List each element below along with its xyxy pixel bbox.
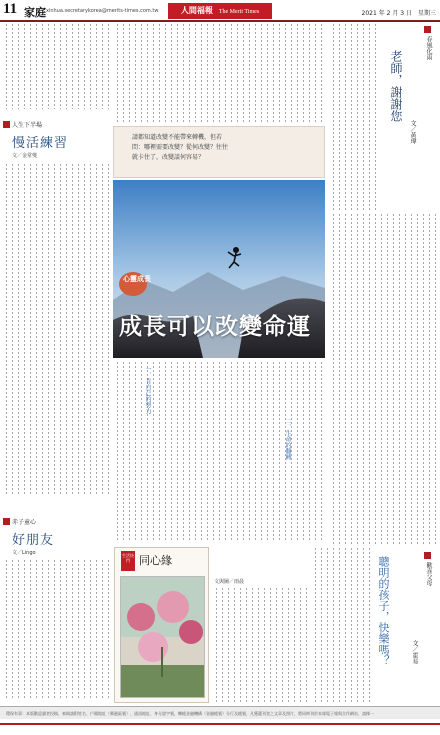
feature-subhead-1: 一、肯自己的努力 bbox=[144, 366, 151, 414]
feature-hero-image bbox=[113, 180, 325, 358]
photo-feature-author: 文與圖／雨晨 bbox=[214, 579, 245, 585]
page-number: 11 bbox=[3, 1, 18, 17]
section-label-teacher: 春風化雨 bbox=[425, 36, 432, 60]
page-header bbox=[0, 0, 440, 22]
smart-kid-text-a bbox=[312, 548, 372, 704]
quote-line-1: 請都知道改變不能帶來轉機，但若 bbox=[132, 134, 223, 141]
section-label-parents: 歡喜父母 bbox=[425, 562, 432, 586]
slow-living-body bbox=[3, 164, 111, 494]
article-title-good-friend: 好朋友 bbox=[12, 533, 55, 548]
section-title: 家庭 bbox=[24, 6, 46, 19]
masthead-name-en: The Merit Times bbox=[218, 9, 260, 15]
feature-subhead-2: 二、生命的翻轉 bbox=[284, 418, 291, 460]
article-author-slow-living: 文／金常燮 bbox=[12, 153, 38, 159]
center-top-text bbox=[113, 24, 325, 122]
teacher-article-author: 文／黃瑋 bbox=[409, 120, 416, 144]
section-square-icon bbox=[424, 26, 431, 33]
quote-line-3: 就卡住了，改變談何容易？ bbox=[132, 154, 205, 161]
section-square-icon bbox=[424, 552, 431, 559]
smart-kid-title: 聰明的孩子，快樂嗎？ bbox=[377, 556, 390, 666]
smart-kid-author: 文／霍易 bbox=[411, 640, 418, 664]
left-top-text bbox=[3, 24, 111, 109]
teacher-article-text-a bbox=[330, 24, 382, 212]
section-square-icon bbox=[3, 518, 10, 525]
photo-feature-title: 同心緣 bbox=[139, 554, 172, 567]
quote-line-2: 問：哪裡需要改變？從何改變？往往 bbox=[132, 144, 229, 151]
teacher-article-text-b bbox=[330, 214, 438, 544]
teacher-article-title: 老師，謝謝您 bbox=[389, 50, 403, 122]
good-friend-body bbox=[3, 560, 111, 700]
jumper-figure bbox=[233, 247, 239, 253]
photo-feature-box bbox=[114, 547, 209, 703]
section-square-icon bbox=[3, 121, 10, 128]
feature-title: 成長可以改變命運 bbox=[119, 313, 311, 340]
photo-feature-text bbox=[212, 588, 308, 702]
life-snapshot-badge: 生活快門 bbox=[121, 551, 135, 571]
article-author-good-friend: 文／Lingo bbox=[12, 550, 36, 556]
submission-notice-text: 環保有事：本版歡迎讀者投稿，來稿請附姓名、戶籍地址（郵遞區號）、通訊地址、身分證字號、轉帳金融機構（金融帳號）分行及帳號，凡獲選刊登之文章及照片，將同時刊於本報電子報與合作網站，請擇一 bbox=[6, 711, 374, 716]
photo-credit: 圖／取自網路 bbox=[297, 349, 321, 354]
section-label-childlike: 赤子童心 bbox=[3, 517, 36, 525]
flower-garden-image bbox=[121, 577, 205, 698]
article-title-slow-living: 慢活練習 bbox=[12, 136, 69, 151]
page-bottom-rule bbox=[0, 723, 440, 725]
section-label-later-life: 人生下半場 bbox=[3, 120, 42, 128]
issue-date: 2021 年 2 月 3 日 星期三 bbox=[361, 10, 436, 17]
feature-tag: 心靈成長 bbox=[123, 275, 151, 283]
site-address: xinhua.secretarykorea@merits-times.com.tw bbox=[46, 8, 159, 14]
flower-photo bbox=[120, 576, 205, 698]
masthead-name: 人間福報 bbox=[180, 6, 213, 15]
left-column bbox=[3, 24, 111, 704]
masthead-logo bbox=[168, 3, 272, 19]
pull-quote bbox=[113, 126, 325, 178]
submission-notice bbox=[0, 706, 440, 719]
